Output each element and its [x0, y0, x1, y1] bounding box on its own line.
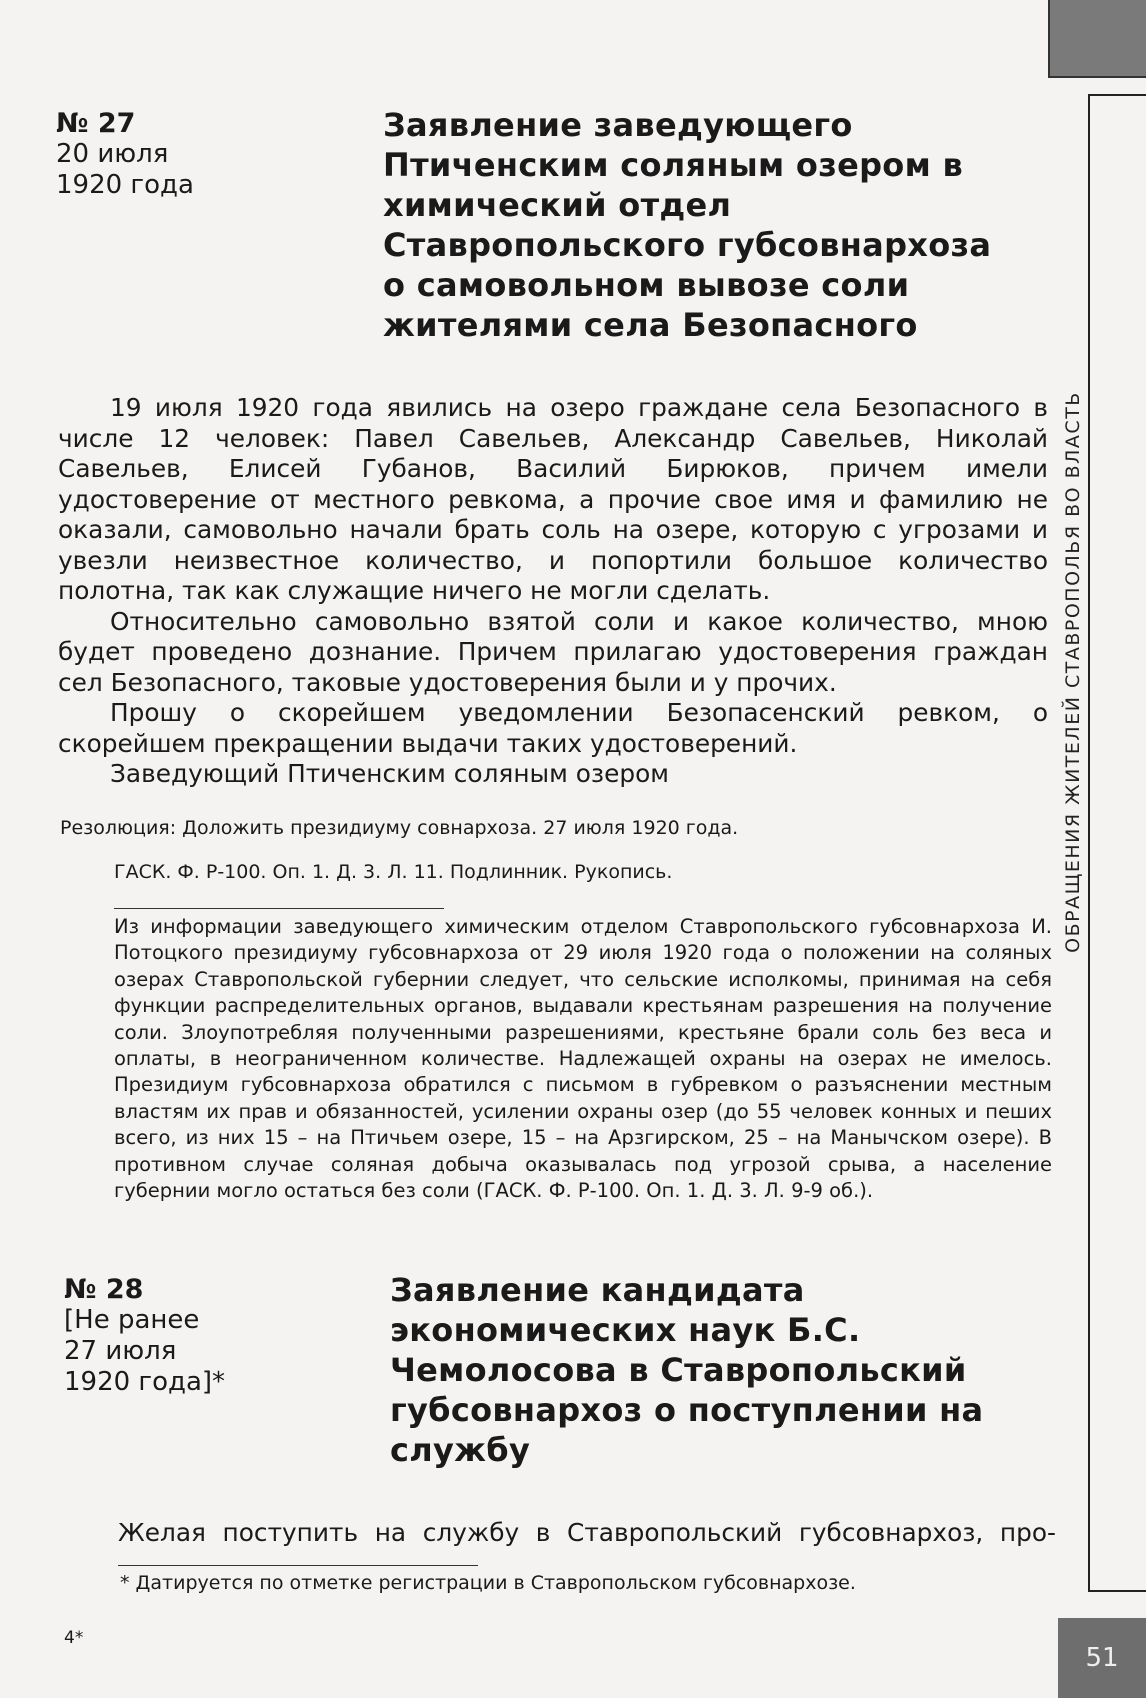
doc27-title: Заявление заведующего Птиченским соляным озером в химический отдел Ставропольского губсовнархоза о самовольном вывозе соли жителями села Безопасного — [383, 106, 992, 344]
doc27-signature: Заведующий Птиченским соляным озером — [110, 759, 669, 788]
doc27-number: № 27 — [56, 108, 136, 139]
doc27-header-left — [56, 108, 316, 201]
doc27-date-line1: 20 июля — [56, 139, 169, 169]
doc28-body — [118, 1518, 1056, 1549]
signature-mark: 4* — [64, 1628, 84, 1648]
note-rule — [114, 908, 444, 909]
doc27-note: Из информации заведующего химическим отделом Ставропольского губсовнархоза И. Потоцкого президиуму губсовнархоза от 29 июля 1920 года о положении на соляных озерах Ставропольской губернии следует, что сельские исполкомы, принимая на себя функции распределительных органов, выдавали крестьянам разрешения на получение соли. Злоупотребляя полученными разрешениями, крестьяне брали соль без веса и оплаты, в неограниченном количестве. Надлежащей охраны на озерах не имелось. Президиум губсовнархоза обратился с письмом в губревком о разъяснении местным властям их прав и обязанностей, усилении охраны озер (до 55 человек конных и пеших всего, из них 15 – на Птичьем озере, 15 – на Арзгирском, 25 – на Манычском озере). В противном случае соляная добыча оказывалась под угрозой срыва, а население губернии могло остаться без соли (ГАСК. Ф. Р-100. Оп. 1. Д. 3. Л. 9-9 об.). — [114, 915, 1052, 1203]
doc28-footnote: * Датируется по отметке регистрации в Ставропольском губсовнархозе. — [120, 1572, 856, 1594]
doc27-paragraph-2: Относительно самовольно взятой соли и какое количество, мною будет проведено дознание. Причем прилагаю удостоверения граждан сел Безопасного, таковые удостоверения были и у прочих. — [58, 606, 1048, 697]
doc27-date-line2: 1920 года — [56, 170, 194, 200]
doc27-body — [58, 393, 1048, 790]
doc28-first-line: Желая поступить на службу в Ставропольский губсовнархоз, про- — [118, 1518, 1056, 1547]
doc27-paragraph-1: 19 июля 1920 года явились на озеро граждане села Безопасного в числе 12 человек: Павел Савельев, Александр Савельев, Николай Савельев, Елисей Губанов, Василий Бирюков, причем имели удостоверение от местного ревкома, а прочие свое имя и фамилию не оказали, самовольно начали брать соль на озере, которую с угрозами и увезли неизвестное количество, и попортили большое количество полотна, так как служащие ничего не могли сделать. — [58, 393, 1048, 605]
doc28-header-left — [64, 1274, 324, 1398]
doc28-date-line1: [Не ранее — [64, 1305, 200, 1335]
doc27-paragraph-3: Прошу о скорейшем уведомлении Безопасенский ревком, о скорейшем прекращении выдачи таких удостоверений. — [58, 698, 1048, 758]
doc28-title: Заявление кандидата экономических наук Б.С. Чемолосова в Ставропольский губсовнархоз о поступлении на службу — [390, 1271, 984, 1469]
doc27-archive: ГАСК. Ф. Р-100. Оп. 1. Д. 3. Л. 11. Подлинник. Рукопись. — [114, 861, 673, 883]
doc27-resolution: Резолюция: Доложить президиуму совнархоза. 27 июля 1920 года. — [60, 817, 739, 839]
footnote-rule — [118, 1565, 478, 1566]
doc28-number: № 28 — [64, 1274, 144, 1305]
side-frame — [1088, 94, 1146, 1592]
page-number: 51 — [1058, 1618, 1146, 1698]
running-header: ОБРАЩЕНИЯ ЖИТЕЛЕЙ СТАВРОПОЛЬЯ ВО ВЛАСТЬ — [1062, 391, 1084, 953]
corner-tab — [1048, 0, 1146, 78]
doc28-date-line2: 27 июля — [64, 1336, 177, 1366]
doc28-date-line3: 1920 года]* — [64, 1367, 226, 1397]
